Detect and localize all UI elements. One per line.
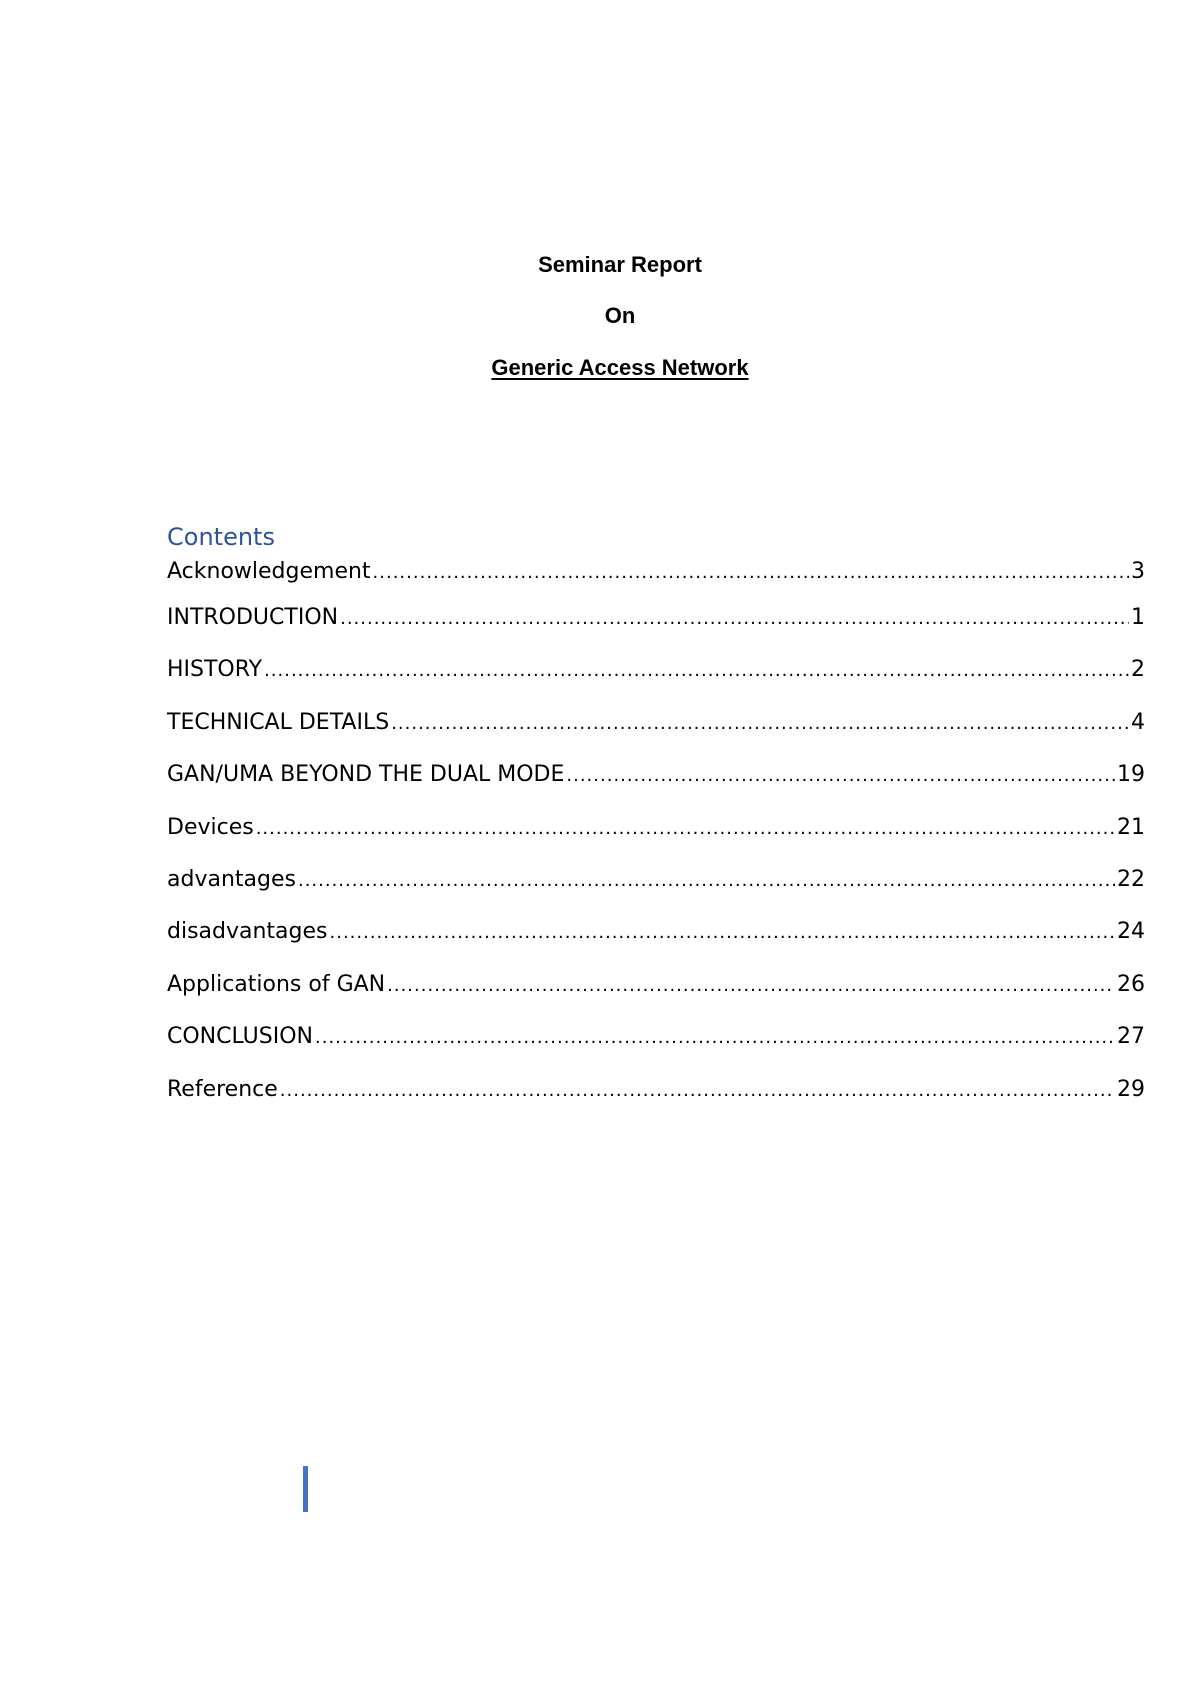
toc-entry-page: 27	[1117, 1024, 1145, 1050]
toc-dot-leader	[298, 867, 1115, 895]
toc-entry-label: disadvantages	[167, 919, 328, 945]
toc-entry-disadvantages[interactable]	[167, 918, 1145, 970]
report-topic-title: Generic Access Network	[491, 355, 749, 380]
toc-entry-gan-uma-beyond-dual-mode[interactable]	[167, 761, 1145, 813]
toc-entry-label: advantages	[167, 866, 296, 892]
toc-entry-label: Acknowledgement	[167, 559, 371, 584]
toc-dot-leader	[256, 815, 1115, 843]
text-cursor-mark	[303, 1466, 308, 1512]
toc-entry-page: 26	[1117, 971, 1145, 997]
toc-dot-leader	[340, 605, 1129, 633]
toc-entry-page: 24	[1117, 919, 1145, 945]
toc-dot-leader	[566, 762, 1115, 790]
toc-list	[167, 558, 1145, 1128]
toc-dot-leader	[330, 919, 1116, 947]
toc-entry-page: 1	[1131, 605, 1145, 630]
report-title-line: Seminar Report	[538, 252, 702, 277]
toc-dot-leader	[315, 1024, 1115, 1052]
toc-entry-introduction[interactable]	[167, 604, 1145, 656]
toc-entry-page: 2	[1131, 657, 1145, 683]
toc-entry-label: Reference	[167, 1076, 278, 1102]
toc-entry-label: INTRODUCTION	[167, 605, 339, 630]
toc-entry-page: 21	[1117, 814, 1145, 840]
toc-entry-label: Devices	[167, 814, 254, 840]
toc-entry-page: 19	[1117, 762, 1145, 788]
toc-entry-label: HISTORY	[167, 657, 263, 683]
toc-entry-advantages[interactable]	[167, 866, 1145, 918]
toc-entry-conclusion[interactable]	[167, 1023, 1145, 1075]
toc-dot-leader	[387, 972, 1115, 1000]
toc-entry-page: 4	[1131, 709, 1145, 735]
report-title-on: On	[604, 303, 636, 328]
toc-entry-page: 29	[1117, 1076, 1145, 1102]
toc-dot-leader	[264, 657, 1129, 685]
toc-entry-devices[interactable]	[167, 814, 1145, 866]
toc-entry-technical-details[interactable]	[167, 709, 1145, 761]
toc-entry-label: GAN/UMA BEYOND THE DUAL MODE	[167, 762, 565, 788]
toc-entry-history[interactable]	[167, 656, 1145, 708]
table-of-contents	[167, 522, 1145, 1128]
toc-entry-label: CONCLUSION	[167, 1024, 313, 1050]
toc-entry-label: Applications of GAN	[167, 971, 386, 997]
toc-dot-leader	[373, 559, 1129, 587]
toc-entry-page: 3	[1131, 559, 1145, 584]
toc-entry-applications-of-gan[interactable]	[167, 971, 1145, 1023]
toc-entry-page: 22	[1117, 866, 1145, 892]
toc-entry-reference[interactable]	[167, 1076, 1145, 1128]
toc-dot-leader	[280, 1077, 1115, 1105]
toc-dot-leader	[391, 710, 1129, 738]
toc-entry-acknowledgement[interactable]	[167, 558, 1145, 604]
toc-heading: Contents	[167, 523, 275, 551]
toc-entry-label: TECHNICAL DETAILS	[167, 709, 390, 735]
